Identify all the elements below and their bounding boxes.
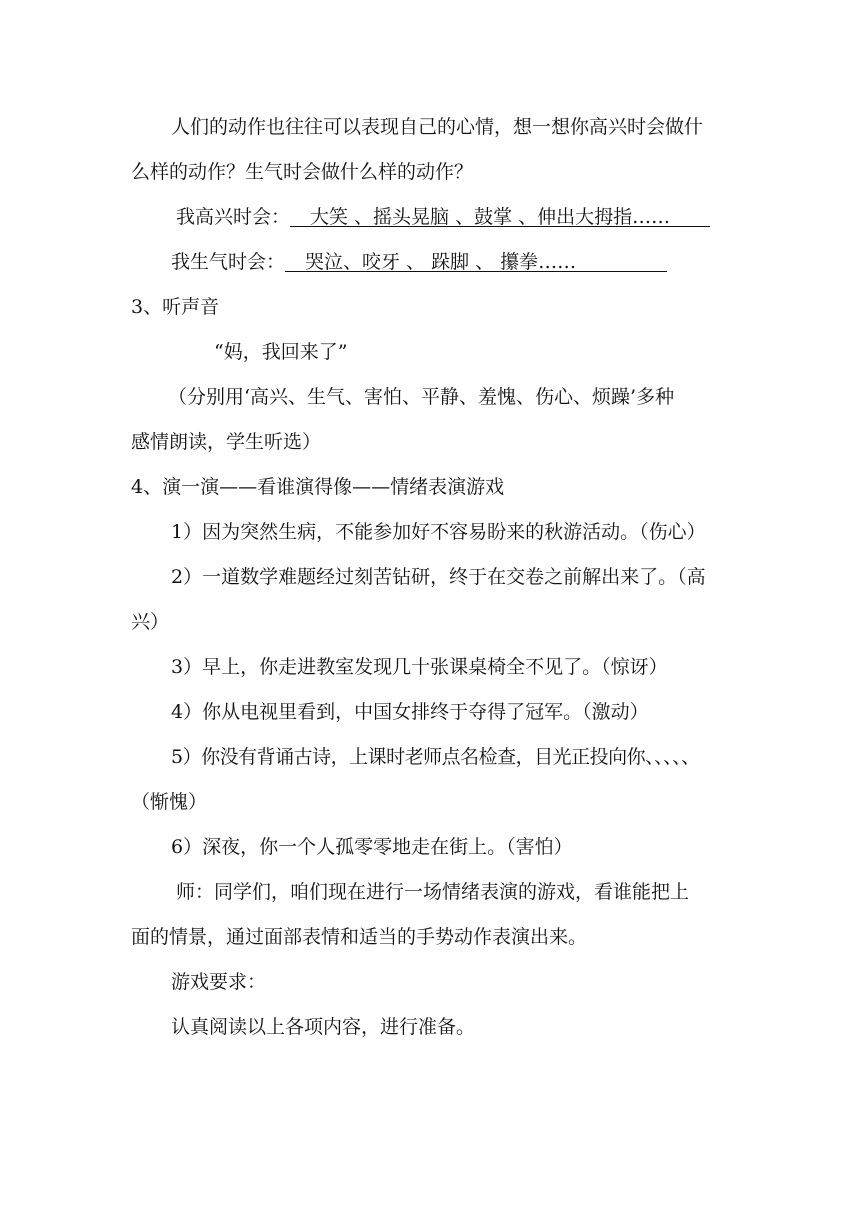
list-item: 4）你从电视里看到，中国女排终于夺得了冠军。（激动）: [171, 701, 649, 723]
happy-answer-blank: [290, 203, 710, 227]
list-item-continuation: 兴）: [131, 611, 170, 633]
angry-answer: 哭泣、咬牙 、 跺脚 、 攥拳……: [305, 251, 577, 273]
list-item: 6）深夜，你一个人孤零零地走在街上。（害怕）: [171, 836, 573, 858]
teacher-line: 面的情景，通过面部表情和适当的手势动作表演出来。: [131, 926, 588, 948]
list-item: 1）因为突然生病，不能参加好不容易盼来的秋游活动。（伤心）: [171, 521, 706, 543]
angry-answer-blank: [285, 248, 667, 272]
paragraph-line: 么样的动作？生气时会做什么样的动作？: [131, 161, 474, 183]
list-item: 5）你没有背诵古诗，上课时老师点名检查，目光正投向你、、、、、: [171, 746, 700, 768]
list-item: 3）早上，你走进教室发现几十张课桌椅全不见了。（惊讶）: [171, 656, 668, 678]
teacher-line: 师：同学们，咱们现在进行一场情绪表演的游戏，看谁能把上: [176, 881, 690, 903]
section-heading: 4、演一演——看谁演得像——情绪表演游戏: [131, 476, 505, 498]
quote-text: “妈，我回来了”: [214, 341, 348, 363]
list-item: 2）一道数学难题经过刻苦钻研，终于在交卷之前解出来了。（高: [171, 566, 706, 588]
instruction-line: 感情朗读，学生听选）: [131, 431, 322, 453]
rules-text: 认真阅读以上各项内容，进行准备。: [171, 1016, 476, 1038]
paragraph-line: 人们的动作也往往可以表现自己的心情，想一想你高兴时会做什: [171, 116, 704, 138]
instruction-line: （分别用‘高兴、生气、害怕、平静、羞愧、伤心、烦躁’多种: [168, 386, 675, 408]
rules-heading: 游戏要求：: [171, 971, 267, 993]
happy-answer: 大笑 、摇头晃脑 、鼓掌 、伸出大拇指……: [310, 206, 671, 228]
angry-label: 我生气时会：: [171, 251, 286, 273]
happy-row: [176, 203, 776, 231]
section-heading: 3、听声音: [131, 296, 220, 318]
happy-label: 我高兴时会：: [176, 206, 291, 228]
list-item-continuation: （惭愧）: [131, 791, 208, 813]
angry-row: [171, 248, 771, 276]
